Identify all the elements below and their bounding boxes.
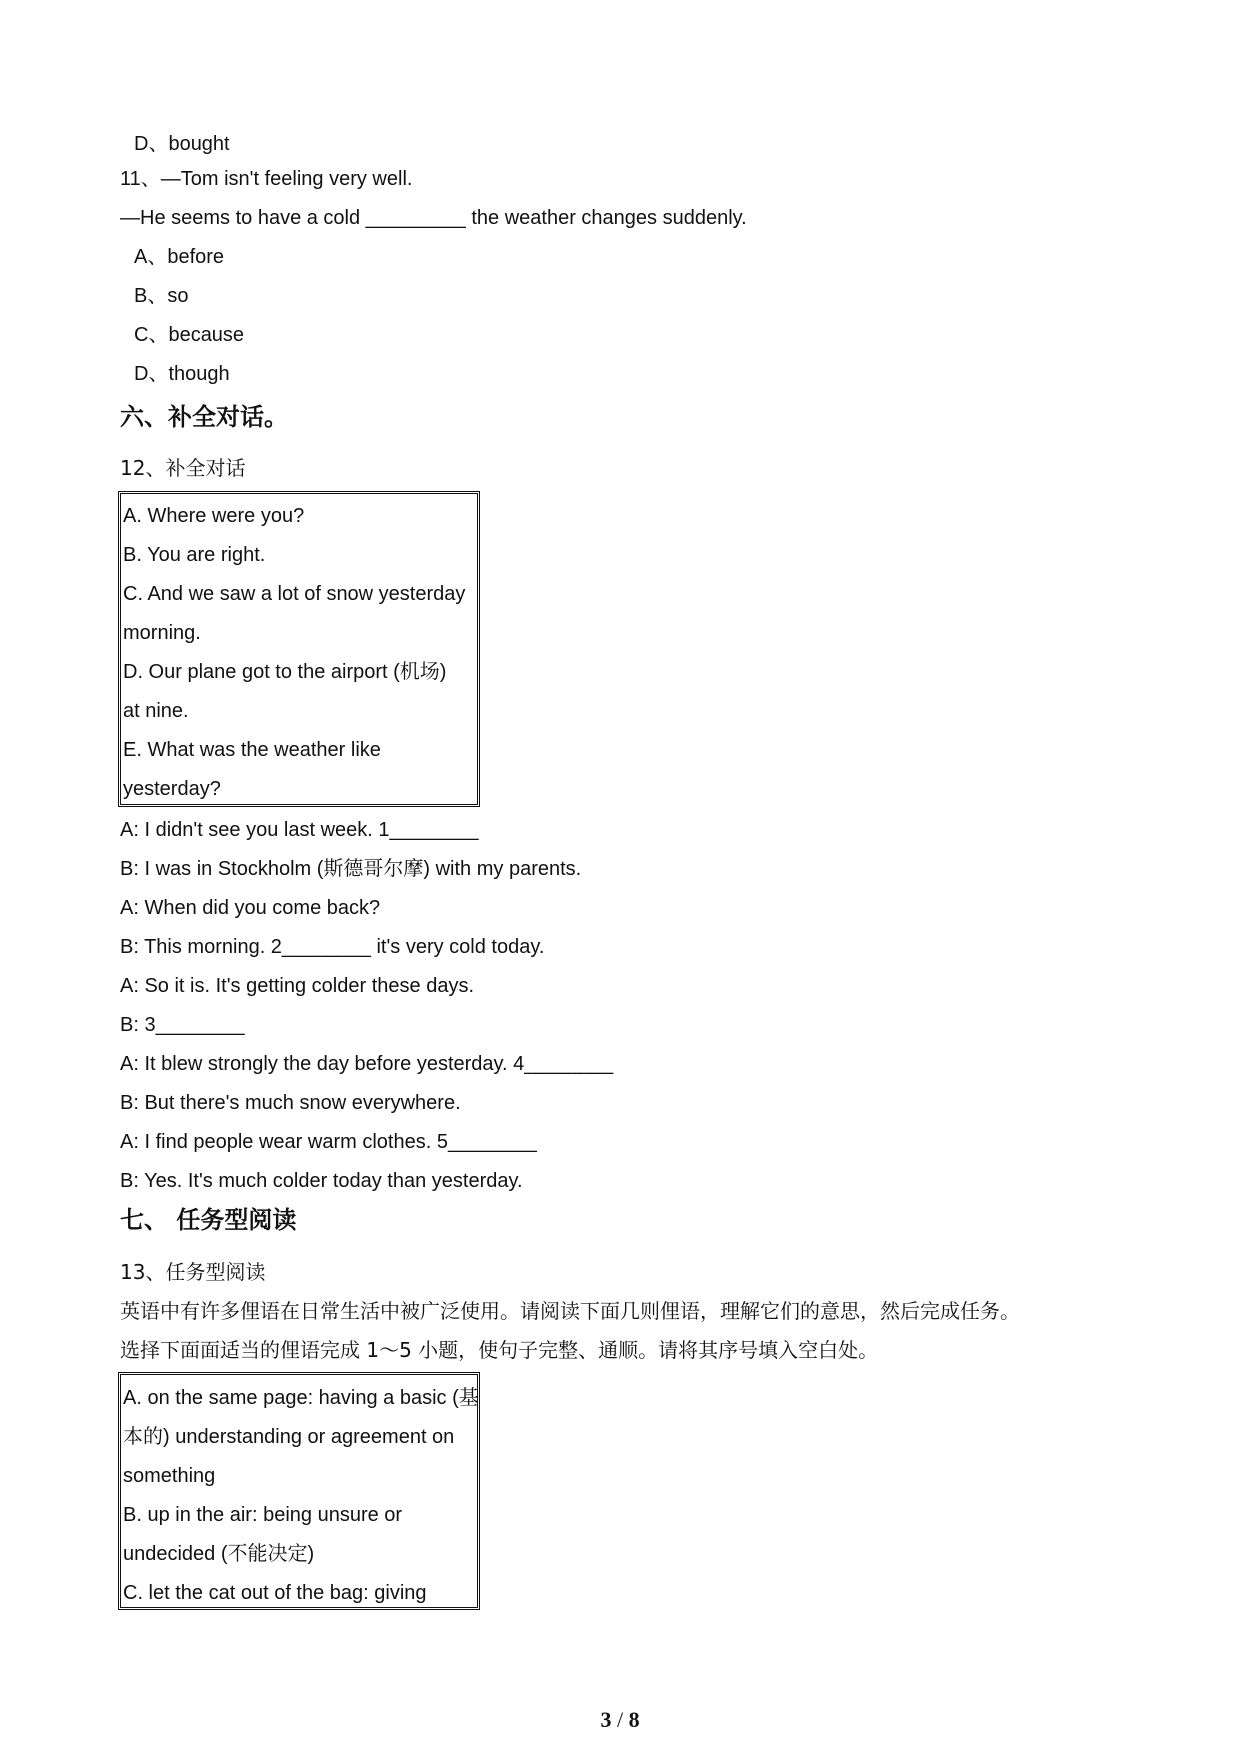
q11-option-d: D、though <box>134 363 230 385</box>
dialogue-line: A: So it is. It's getting colder these days. <box>120 975 474 997</box>
q13-slang-box <box>118 1372 480 1610</box>
dialogue-line: A: I find people wear warm clothes. 5________ <box>120 1131 537 1153</box>
q12-box-line: C. And we saw a lot of snow yesterday <box>123 583 466 605</box>
dialogue-line: B: But there's much snow everywhere. <box>120 1092 461 1114</box>
q12-options-box <box>118 491 480 807</box>
q11-reply: —He seems to have a cold _________ the weather changes suddenly. <box>120 207 747 229</box>
q13-intro-line-1: 英语中有许多俚语在日常生活中被广泛使用。请阅读下面几则俚语，理解它们的意思，然后完成任务。 <box>120 1299 1020 1323</box>
q13-box-line: B. up in the air: being unsure or <box>123 1504 403 1526</box>
section7-heading: 七、 任务型阅读 <box>120 1206 297 1234</box>
dialogue-line: B: 3________ <box>120 1014 245 1036</box>
q13-intro-line-2: 选择下面面适当的俚语完成 1～5 小题，使句子完整、通顺。请将其序号填入空白处。 <box>120 1338 879 1362</box>
dialogue-line: A: I didn't see you last week. 1________ <box>120 819 479 841</box>
q12-box-line: A. Where were you? <box>123 505 305 527</box>
dialogue-line: B: I was in Stockholm (斯德哥尔摩) with my parents. <box>120 858 582 880</box>
q11-stem: 11、—Tom isn't feeling very well. <box>120 168 413 190</box>
q12-box-line: B. You are right. <box>123 544 266 566</box>
dialogue-line: A: When did you come back? <box>120 897 381 919</box>
q13-box-line: C. let the cat out of the bag: giving <box>123 1582 427 1604</box>
page-current: 3 <box>600 1707 612 1732</box>
q13-title: 13、任务型阅读 <box>120 1260 266 1284</box>
q12-box-line: E. What was the weather like <box>123 739 381 761</box>
q12-box-line: at nine. <box>123 700 189 722</box>
page-total: 8 <box>628 1707 640 1732</box>
q12-box-line: D. Our plane got to the airport (机场) <box>123 661 447 683</box>
page-separator: / <box>611 1707 629 1732</box>
dialogue-line: A: It blew strongly the day before yesterday. 4________ <box>120 1053 614 1075</box>
q13-box-line: something <box>123 1465 216 1487</box>
q11-option-a: A、before <box>134 246 225 268</box>
q11-option-c: C、because <box>134 324 245 346</box>
q13-box-line: 本的) understanding or agreement on <box>123 1426 455 1448</box>
section6-heading: 六、补全对话。 <box>120 403 288 431</box>
q12-title: 12、补全对话 <box>120 456 246 480</box>
page-number <box>0 1707 1240 1733</box>
q10-option-d: D、bought <box>134 133 230 155</box>
dialogue-line: B: Yes. It's much colder today than yesterday. <box>120 1170 523 1192</box>
q11-option-b: B、so <box>134 285 189 307</box>
dialogue-line: B: This morning. 2________ it's very cold today. <box>120 936 545 958</box>
q13-box-line: A. on the same page: having a basic (基 <box>123 1387 479 1409</box>
q12-box-line: yesterday? <box>123 778 221 800</box>
q13-box-line: undecided (不能决定) <box>123 1543 315 1565</box>
q12-box-line: morning. <box>123 622 201 644</box>
